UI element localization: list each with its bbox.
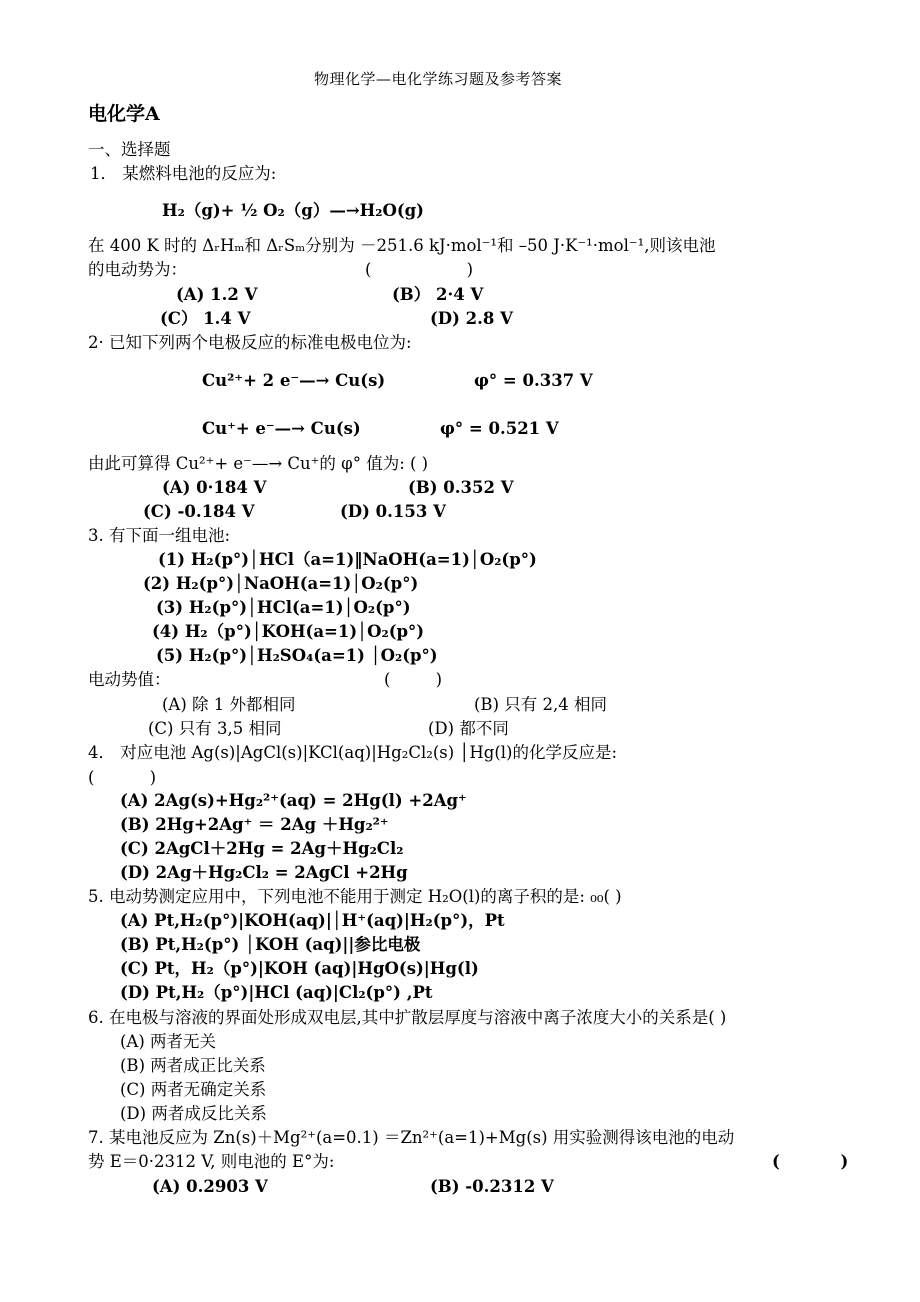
q2-text: 由此可算得 Cu²⁺+ e⁻—→ Cu⁺的 φ° 值为: ( ) [88, 454, 429, 473]
q3-text: 电动势值： [88, 670, 171, 689]
q3-option-d: (D) 都不同 [428, 719, 509, 738]
q2-option-c: (C) -0.184 V [143, 502, 255, 521]
q1-option-b: (B） 2·4 V [392, 285, 484, 304]
q2-option-a: (A) 0·184 V [162, 478, 267, 497]
q2-potential-1: φ° = 0.337 V [474, 371, 593, 390]
q5-option-a: (A) Pt,H₂(p°)|KOH(aq)|│H⁺(aq)|H₂(p°)，Pt [120, 911, 505, 930]
q6-option-a: (A) 两者无关 [120, 1032, 217, 1051]
q3-option-a: (A) 除 1 外都相同 [162, 695, 296, 714]
q2-option-b: (B) 0.352 V [408, 478, 514, 497]
q7-answer-blank: ( ) [772, 1152, 849, 1171]
q4-answer-blank: ( ) [88, 768, 157, 787]
q6-option-c: (C) 两者无确定关系 [120, 1080, 267, 1099]
q6-option-b: (B) 两者成正比关系 [120, 1056, 266, 1075]
q1-reaction: H₂（g)+ ½ O₂（g）—→H₂O(g) [162, 201, 424, 220]
question-4: 4． 对应电池 Ag(s)|AgCl(s)|KCl(aq)|Hg₂Cl₂(s) │Hg(l)的化学反应是: [88, 743, 618, 762]
question-2: 2· 已知下列两个电极反应的标准电极电位为: [88, 333, 412, 352]
q3-cell-3: (3) H₂(p°)│HCl(a=1)│O₂(p°) [156, 598, 411, 617]
question-3: 3. 有下面一组电池: [88, 526, 231, 545]
q7-option-b: (B) -0.2312 V [430, 1177, 554, 1196]
q6-option-d: (D) 两者成反比关系 [120, 1104, 267, 1123]
q2-reaction-2: Cu⁺+ e⁻—→ Cu(s) [202, 419, 361, 438]
q1-option-d: (D) 2.8 V [430, 309, 513, 328]
q1-option-c: (C） 1.4 V [160, 309, 251, 328]
q3-cell-2: (2) H₂(p°)│NaOH(a=1)│O₂(p°) [143, 574, 419, 593]
question-1: 1． 某燃料电池的反应为: [90, 164, 277, 183]
q7-text-2: 势 E＝0·2312 V, 则电池的 E°为: [88, 1152, 335, 1171]
page-header: 物理化学—电化学练习题及参考答案 [314, 70, 563, 88]
q1-answer-blank: ( ) [365, 260, 474, 279]
q1-option-a: (A) 1.2 V [176, 285, 258, 304]
q2-potential-2: φ° = 0.521 V [440, 419, 559, 438]
q3-cell-5: (5) H₂(p°)│H₂SO₄(a=1) │O₂(p°) [156, 646, 438, 665]
q1-text: 在 400 K 时的 ΔᵣHₘ和 ΔᵣSₘ分别为 －251.6 kJ·mol⁻¹和 –50 J·K⁻¹·mol⁻¹,则该电池 [88, 236, 716, 255]
q5-option-d: (D) Pt,H₂（p°)|HCl (aq)|Cl₂(p°) ,Pt [120, 983, 433, 1002]
q7-option-a: (A) 0.2903 V [152, 1177, 268, 1196]
q2-option-d: (D) 0.153 V [340, 502, 446, 521]
q3-answer-blank: ( ) [384, 670, 443, 689]
q4-option-d: (D) 2Ag＋Hg₂Cl₂ = 2AgCl +2Hg [120, 863, 408, 882]
q1-text-2: 的电动势为： [88, 260, 187, 279]
section-title: 电化学A [88, 103, 160, 125]
q2-reaction-1: Cu²⁺+ 2 e⁻—→ Cu(s) [202, 371, 386, 390]
q3-option-c: (C) 只有 3,5 相同 [148, 719, 282, 738]
q5-option-b: (B) Pt,H₂(p°) │KOH (aq)||参比电极 [120, 935, 421, 954]
question-5: 5. 电动势测定应用中，下列电池不能用于测定 H₂O(l)的离子积的是: ₀₀( ) [88, 887, 622, 906]
q3-cell-4: (4) H₂（p°)│KOH(a=1)│O₂(p°) [152, 622, 425, 641]
q4-option-a: (A) 2Ag(s)+Hg₂²⁺(aq) = 2Hg(l) +2Ag⁺ [120, 791, 467, 810]
q3-cell-1: (1) H₂(p°)│HCl（a=1)‖NaOH(a=1)│O₂(p°) [158, 550, 537, 569]
q3-option-b: (B) 只有 2,4 相同 [474, 695, 607, 714]
question-7: 7. 某电池反应为 Zn(s)＋Mg²⁺(a=0.1) ＝Zn²⁺(a=1)+Mg(s) 用实验测得该电池的电动 [88, 1128, 735, 1147]
part-heading: 一、选择题 [88, 140, 171, 159]
question-6: 6. 在电极与溶液的界面处形成双电层,其中扩散层厚度与溶液中离子浓度大小的关系是( ) [88, 1008, 727, 1027]
q4-option-b: (B) 2Hg+2Ag⁺ ＝ 2Ag ＋Hg₂²⁺ [120, 815, 389, 834]
q4-option-c: (C) 2AgCl＋2Hg = 2Ag＋Hg₂Cl₂ [120, 839, 404, 858]
q5-option-c: (C) Pt，H₂（p°)|KOH (aq)|HgO(s)|Hg(l) [120, 959, 479, 978]
